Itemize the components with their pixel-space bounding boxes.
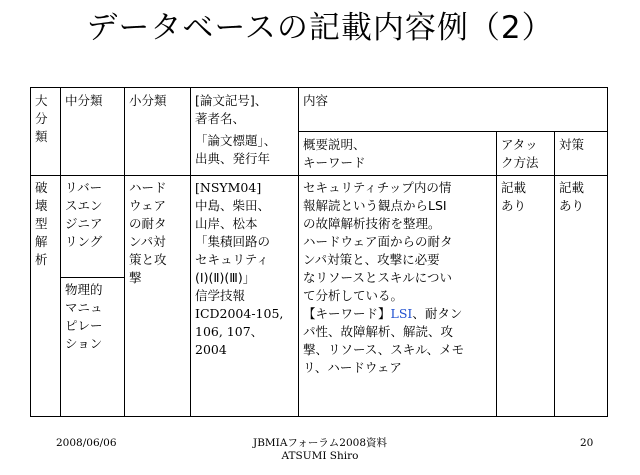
footer-page-number: 20: [580, 437, 594, 449]
header-summary: 概要説明、 キーワード: [299, 132, 497, 176]
header-small-category: 小分類: [125, 88, 191, 176]
paper-authors-line-1: 中島、柴田、: [195, 198, 271, 213]
data-row: [31, 176, 608, 278]
paper-authors-line-2: 山岸、松本: [195, 216, 258, 231]
cell-major-category: 破 壊 型 解 析: [31, 176, 61, 417]
header-countermeasure: 対策: [555, 132, 608, 176]
footer-event: JBMIAフォーラム2008資料: [253, 437, 387, 449]
database-table: [30, 87, 608, 417]
keyword-lsi: LSI: [390, 306, 413, 321]
header-row-1: [31, 88, 608, 132]
footer-date: 2008/06/06: [56, 437, 117, 449]
header-attack-method: アタッ ク方法: [497, 132, 555, 176]
header-major-category: 大 分 類: [31, 88, 61, 176]
footer-author: ATSUMI Shiro: [281, 450, 359, 462]
slide-title: データベースの記載内容例（2）: [86, 10, 554, 46]
paper-title-line-2: セキュリティ: [195, 252, 269, 267]
cell-countermeasure: 記載 あり: [555, 176, 608, 417]
paper-title-line-1: 「集積回路の: [195, 234, 271, 249]
paper-pub-line-1: ICD2004-105,: [195, 306, 284, 321]
cell-reference: [191, 176, 299, 417]
header-reference: [論文記号]、 著者名、 「論文標題」、 出典、発行年: [191, 88, 299, 176]
paper-pub-line-2: 106, 107、: [195, 324, 264, 339]
paper-source: 信学技報: [195, 288, 246, 303]
footer-center: [0, 437, 640, 463]
cell-attack-method: 記載 あり: [497, 176, 555, 417]
cell-mid-category-reverse-engineering: リバー スエン ジニア リング: [61, 176, 125, 278]
keyword-label: 【キーワード】: [303, 306, 391, 321]
cell-summary: セキュリティチップ内の情 報解読という観点からLSI の故障解析技術を整理。 ハードウェア面からの耐タ ンパ対策と、攻撃に必要 なリソースとスキルについ て分析している。 【キーワード】LSI、耐タン パ性、故障解析、解読、攻 撃、リソース、スキル、メモ リ、ハードウェア: [299, 176, 497, 417]
paper-code: [NSYM04]: [195, 180, 262, 195]
cell-small-category: ハード ウェア の耐タ ンパ対 策と攻 撃: [125, 176, 191, 417]
keyword-line: 【キーワード】LSI、耐タン: [303, 306, 463, 321]
paper-pub-line-3: 2004: [195, 342, 227, 357]
paper-title-line-3: (Ⅰ)(Ⅱ)(Ⅲ)」: [195, 270, 256, 285]
cell-mid-category-physical-manipulation: 物理的 マニュ ピレー ション: [61, 278, 125, 417]
header-content: 内容: [299, 88, 608, 132]
header-mid-category: 中分類: [61, 88, 125, 176]
